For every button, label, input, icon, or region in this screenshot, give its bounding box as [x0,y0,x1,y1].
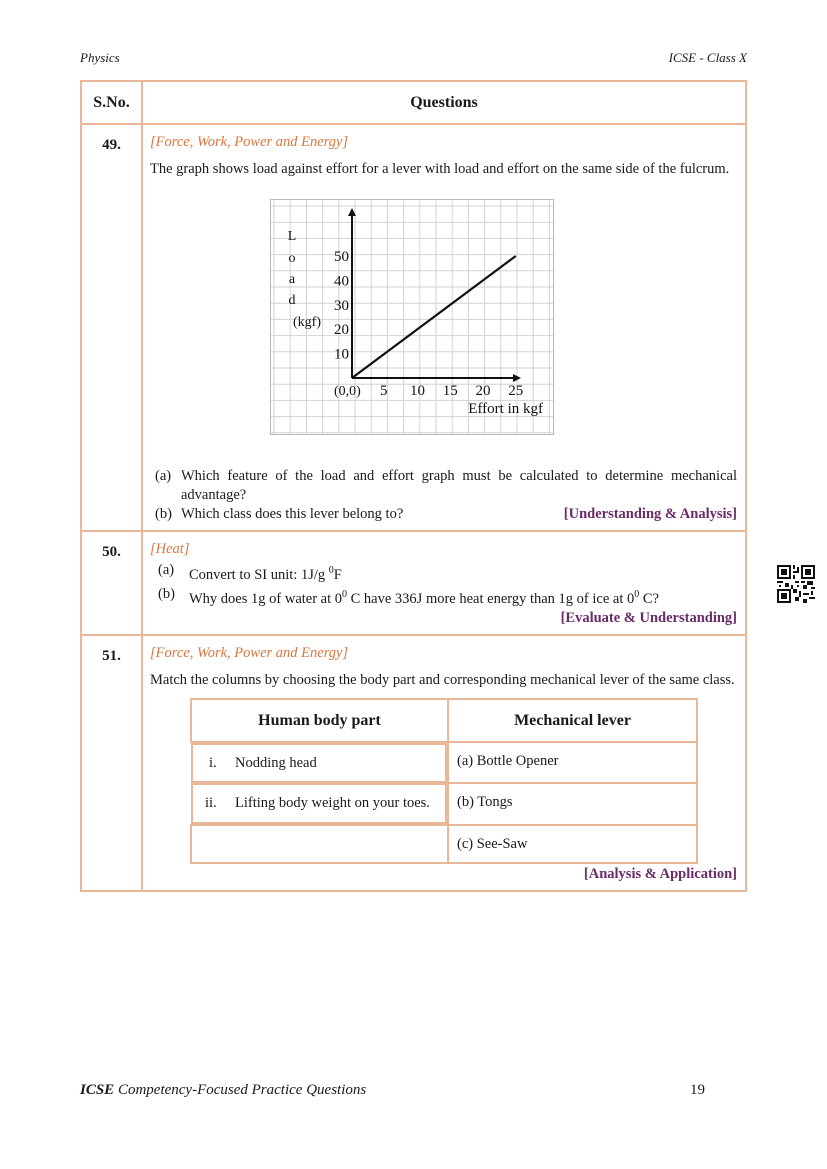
topic-label: [Heat] [150,541,190,557]
column-header-body-part: Human body part [191,699,448,742]
question-row-50 [81,531,746,635]
column-header-lever: Mechanical lever [448,699,697,742]
sub-label: (a) [155,468,172,484]
question-content [142,531,746,635]
sub-text: Which feature of the load and effort graph must be calculated to determine mechanical advantage? [181,468,737,503]
sub-text: Why does 1g of water at $0^0$ C have 336J more heat energy than 1g of ice at $0^0$ C? [189,588,659,607]
y-axis-label: L [287,229,297,244]
table-header-row [81,81,746,124]
origin-label: (0,0) [334,384,361,399]
sub-question-b [155,505,737,524]
x-tick-label: 5 [380,383,388,399]
sno-header: S.No. [81,81,142,124]
question-row-49 [81,124,746,531]
x-tick-label: 20 [475,383,491,399]
sub-text: Convert to SI unit: 1J/g $^0$F [189,565,342,583]
skill-tag: [Understanding & Analysis] [563,506,737,522]
qr-code-icon [777,565,815,603]
page-number: 19 [690,1082,705,1098]
questions-table [80,80,747,892]
topic-label: [Force, Work, Power and Energy] [150,644,349,661]
y-tick-label: 20 [334,322,349,339]
match-table [190,698,698,864]
body-part: Nodding head [235,754,317,771]
load-effort-graph [270,199,554,435]
x-tick-label: 10 [410,383,425,399]
row-number: i. [209,754,217,771]
sub-question-b [158,585,737,609]
match-row [191,783,697,825]
y-tick-label: 50 [334,249,349,265]
y-axis-label: d [288,293,296,308]
skill-tag: [Evaluate & Understanding] [560,609,737,626]
y-tick-label: 30 [334,297,349,314]
sub-label: (b) [158,585,175,602]
body-part [191,825,448,863]
y-axis-label: o [288,251,296,266]
subject-header: Physics [80,50,120,65]
question-number: 51. [81,635,142,891]
topic-label: [Force, Work, Power and Energy] [150,134,349,150]
y-axis-label: (kgf) [293,315,321,330]
question-content [142,635,746,891]
y-tick-label: 40 [334,273,349,290]
question-text: Match the columns by choosing the body part and corresponding mechanical lever of the same class. [150,671,735,688]
load-effort-line [352,256,516,378]
question-content [142,124,746,531]
body-part: Lifting body weight on your toes. [235,794,430,811]
lever: (c) See-Saw [448,825,697,863]
x-tick-label: 15 [442,383,458,399]
match-row [191,825,697,863]
question-text: The graph shows load against effort for a lever with load and effort on the same side of the fulcrum. [150,161,730,177]
question-number: 50. [81,531,142,635]
sub-label: (a) [158,562,175,578]
match-row [191,742,697,783]
sub-text: Which class does this lever belong to? [181,506,404,522]
y-tick-label: 10 [334,346,349,363]
footer-title: ICSE Competency-Focused Practice Questions [80,1082,367,1098]
x-axis-label: Effort in kgf [468,401,543,417]
lever: (b) Tongs [448,783,697,825]
sub-question-a [155,467,737,505]
y-axis-label: a [288,272,296,287]
skill-tag: [Analysis & Application] [583,865,737,882]
sub-question-a [158,561,737,585]
question-number: 49. [81,124,142,531]
class-header: ICSE - Class X [668,50,747,65]
lever: (a) Bottle Opener [448,742,697,783]
sub-label: (b) [155,506,172,522]
x-tick-label: 25 [508,383,524,399]
question-row-51 [81,635,746,891]
row-number: ii. [205,794,217,811]
graph-svg [271,200,553,434]
questions-header: Questions [142,81,746,124]
